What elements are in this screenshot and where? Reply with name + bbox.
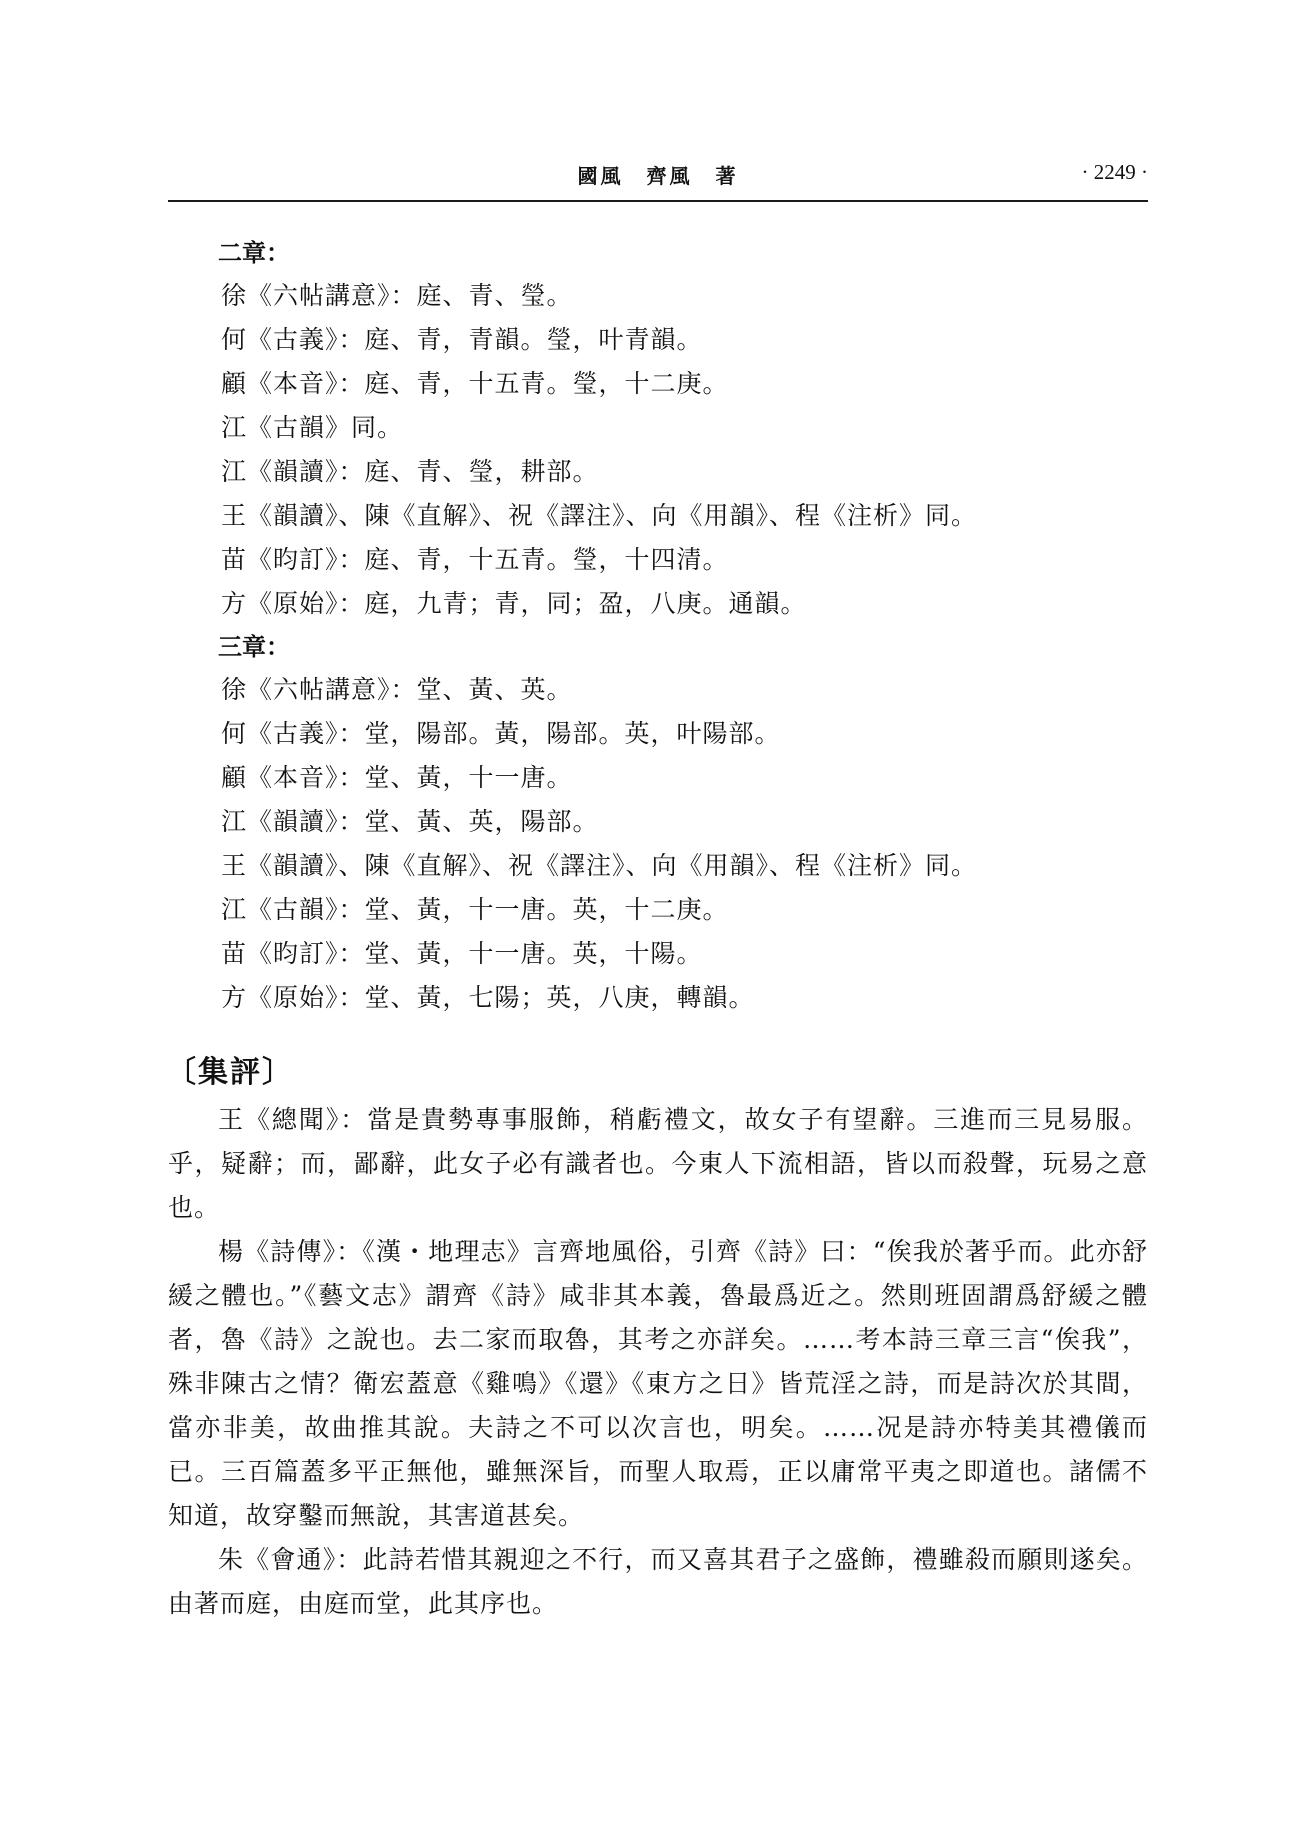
rhyme-list [168, 274, 1148, 626]
stanza-block-3 [168, 626, 1148, 1020]
main-content [168, 232, 1148, 1626]
running-head [168, 158, 1148, 194]
rhyme-line: 王《韻讀》、陳《直解》、祝《譯注》、向《用韻》、程《注析》同。 [221, 851, 978, 880]
stanza-block-2 [168, 232, 1148, 626]
stanza-heading: 三章： [218, 633, 290, 661]
rhyme-line: 方《原始》：堂、黃，七陽；英，八庚，轉韻。 [221, 983, 755, 1012]
rhyme-line: 江《古韻》同。 [221, 413, 404, 442]
rhyme-line: 江《韻讀》：堂、黃、英，陽部。 [221, 807, 599, 836]
rhyme-line: 顧《本音》：堂、黃，十一唐。 [221, 763, 573, 792]
header-rule [168, 200, 1148, 202]
section-heading-collected-comments: 〔集評〕 [166, 1055, 294, 1090]
stanza-heading: 二章： [218, 239, 290, 267]
rhyme-line: 苗《昀訂》：堂、黃，十一唐。英，十陽。 [221, 939, 703, 968]
commentary [168, 1098, 1148, 1626]
rhyme-line: 方《原始》：庭，九青；青，同；盈，八庚。通韻。 [221, 589, 807, 618]
rhyme-list [168, 668, 1148, 1020]
rhyme-line: 王《韻讀》、陳《直解》、祝《譯注》、向《用韻》、程《注析》同。 [221, 501, 978, 530]
commentary-paragraph: 朱《會通》：此詩若惜其親迎之不行，而又喜其君子之盛飾，禮雖殺而願則遂矣。由著而庭，由庭而堂，此其序也。 [168, 1545, 1148, 1618]
rhyme-line: 江《韻讀》：庭、青、瑩，耕部。 [221, 457, 599, 486]
rhyme-line: 何《古義》：庭、青，青韻。瑩，叶青韻。 [221, 325, 703, 354]
rhyme-line: 江《古韻》：堂、黃，十一唐。英，十二庚。 [221, 895, 729, 924]
running-title: 國風 齊風 著 [577, 164, 739, 188]
rhyme-line: 何《古義》：堂，陽部。黃，陽部。英，叶陽部。 [221, 719, 781, 748]
commentary-paragraph: 王《總聞》：當是貴勢專事服飾，稍虧禮文，故女子有望辭。三進而三見易服。乎，疑辭；而，鄙辭，此女子必有識者也。今東人下流相語，皆以而殺聲，玩易之意也。 [168, 1105, 1148, 1222]
page-number: · 2249 · [1081, 160, 1148, 184]
rhyme-line: 徐《六帖講意》：堂、黃、英。 [221, 675, 573, 704]
commentary-paragraph: 楊《詩傳》：《漢・地理志》言齊地風俗，引齊《詩》曰：“俟我於著乎而。此亦舒緩之體也。”《藝文志》謂齊《詩》咸非其本義，魯最爲近之。然則班固謂爲舒緩之體者，魯《詩》之說也。去二家而取魯，其考之亦詳矣。……考本詩三章三言“俟我”，殊非陳古之情？衛宏蓋意《雞鳴》《還》《東方之日》皆荒淫之詩，而是詩次於其間，當亦非美，故曲推其說。夫詩之不可以次言也，明矣。……况是詩亦特美其禮儀而已。三百篇蓋多平正無他，雖無深旨，而聖人取焉，正以庸常平夷之即道也。諸儒不知道，故穿鑿而無說，其害道甚矣。 [168, 1237, 1148, 1530]
rhyme-line: 苗《昀訂》：庭、青，十五青。瑩，十四清。 [221, 545, 729, 574]
rhyme-line: 顧《本音》：庭、青，十五青。瑩，十二庚。 [221, 369, 729, 398]
rhyme-line: 徐《六帖講意》：庭、青、瑩。 [221, 281, 573, 310]
